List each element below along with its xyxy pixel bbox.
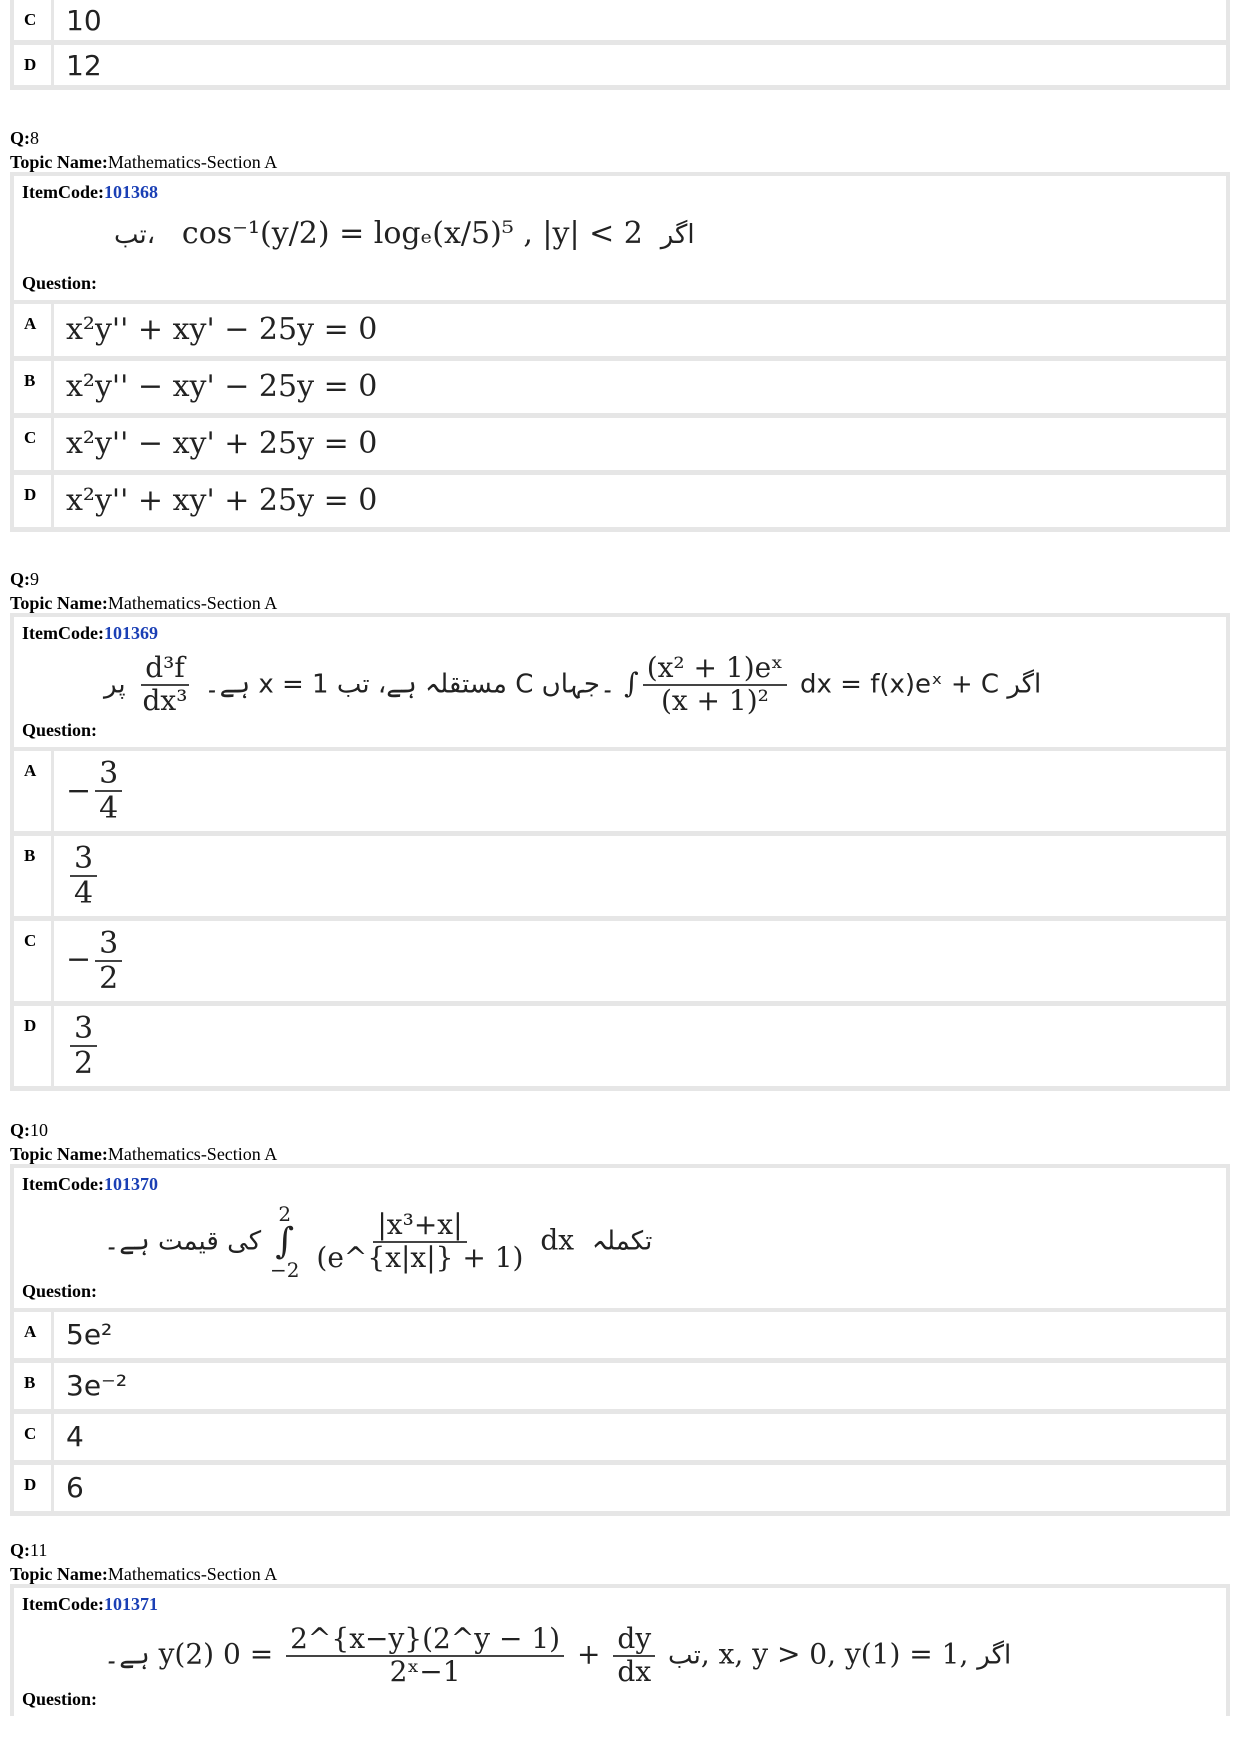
question-number: 11 bbox=[30, 1540, 48, 1560]
option-row[interactable] bbox=[14, 0, 1226, 45]
option-letter: C bbox=[24, 10, 37, 29]
question-label: Question: bbox=[22, 720, 98, 740]
option-a[interactable]: A x²y'' + xy' − 25y = 0 bbox=[14, 300, 1226, 361]
question-number: 8 bbox=[30, 128, 39, 148]
question-label: Question: bbox=[22, 1281, 98, 1301]
question-header: Q:10 Topic Name:Mathematics-Section A bbox=[10, 1120, 278, 1164]
option-value: 3e⁻² bbox=[66, 1369, 128, 1402]
option-value: 4 bbox=[66, 1420, 84, 1453]
option-value: − $\frac{3}{4}$ bbox=[66, 757, 126, 825]
option-letter: D bbox=[24, 55, 37, 74]
topic-name: Mathematics-Section A bbox=[107, 152, 278, 172]
option-value: x²y'' − xy' + 25y = 0 bbox=[66, 426, 378, 461]
item-code: ItemCode:101368 bbox=[22, 182, 158, 202]
option-value: $\frac{3}{2}$ bbox=[66, 1012, 101, 1080]
option-value: 10 bbox=[66, 4, 102, 37]
option-c[interactable]: C 4 bbox=[14, 1414, 1226, 1465]
question-text: ہے۔ $\frac{\text{d³f}}{\text{dx³}}$ پر x = 1 مستقلہ ہے، تب C ۔جہاں ∫ $\frac{\text{(x² + 1)eˣ}}{\text{(x + 1)²}}$ dx = f(x)eˣ + C اگر bbox=[104, 651, 1042, 717]
question-box bbox=[10, 1584, 1230, 1716]
option-value: x²y'' + xy' + 25y = 0 bbox=[66, 483, 378, 518]
topic-name: Mathematics-Section A bbox=[107, 593, 278, 613]
question-header: Q:11 Topic Name:Mathematics-Section A bbox=[10, 1540, 278, 1584]
option-value: 12 bbox=[66, 49, 102, 82]
question-text: تب، cos⁻¹(y/2) = logₑ(x/5)⁵ , |y| < 2 اگر bbox=[114, 216, 695, 251]
option-value: − $\frac{3}{2}$ bbox=[66, 927, 126, 995]
option-b[interactable]: B $\frac{3}{4}$ bbox=[14, 836, 1226, 921]
question-box bbox=[10, 1164, 1230, 1308]
option-value: 6 bbox=[66, 1471, 84, 1504]
question-text: ہے۔ y(2) تب $\frac{dy}{dx}$ + $\frac{2\^{}\{x-y\}(2\^{}y - 1)}{\text{2ˣ−1}}$ = 0, x, y > 0, y(1) = 1, اگر bbox=[104, 1622, 1012, 1688]
option-value: x²y'' − xy' − 25y = 0 bbox=[66, 369, 378, 404]
item-code: ItemCode:101370 bbox=[22, 1174, 158, 1194]
option-value: 5e² bbox=[66, 1318, 113, 1351]
option-a[interactable]: A 5e² bbox=[14, 1308, 1226, 1363]
option-d[interactable]: D $\frac{3}{2}$ bbox=[14, 1006, 1226, 1091]
option-row[interactable] bbox=[14, 45, 1226, 90]
option-c[interactable]: C x²y'' − xy' + 25y = 0 bbox=[14, 418, 1226, 475]
question-box bbox=[10, 172, 1230, 300]
question-header: Q:8 Topic Name:Mathematics-Section A bbox=[10, 128, 278, 172]
top-options bbox=[10, 0, 1230, 90]
option-value: x²y'' + xy' − 25y = 0 bbox=[66, 312, 378, 347]
question-number: 10 bbox=[30, 1120, 48, 1140]
options-q9 bbox=[10, 747, 1230, 1091]
option-c[interactable]: C − $\frac{3}{2}$ bbox=[14, 921, 1226, 1006]
item-code: ItemCode:101369 bbox=[22, 623, 158, 643]
options-q8 bbox=[10, 300, 1230, 532]
options-q10 bbox=[10, 1308, 1230, 1516]
question-label: Question: bbox=[22, 1689, 98, 1709]
topic-name: Mathematics-Section A bbox=[107, 1564, 278, 1584]
question-number: 9 bbox=[30, 569, 39, 589]
topic-name: Mathematics-Section A bbox=[107, 1144, 278, 1164]
option-a[interactable]: A − $\frac{3}{4}$ bbox=[14, 747, 1226, 836]
item-code: ItemCode:101371 bbox=[22, 1594, 158, 1614]
question-label: Question: bbox=[22, 273, 98, 293]
question-text: کی قیمت ہے۔ 2 ∫ −2 $\frac{\text{|x³+x|}}{(e\^{}\{x|x|\} + 1)}$ dx تکملہ bbox=[104, 1202, 653, 1282]
option-value: $\frac{3}{4}$ bbox=[66, 842, 101, 910]
question-header: Q:9 Topic Name:Mathematics-Section A bbox=[10, 569, 278, 613]
option-d[interactable]: D x²y'' + xy' + 25y = 0 bbox=[14, 475, 1226, 532]
question-box bbox=[10, 613, 1230, 747]
option-d[interactable]: D 6 bbox=[14, 1465, 1226, 1516]
option-b[interactable]: B x²y'' − xy' − 25y = 0 bbox=[14, 361, 1226, 418]
option-b[interactable]: B 3e⁻² bbox=[14, 1363, 1226, 1414]
